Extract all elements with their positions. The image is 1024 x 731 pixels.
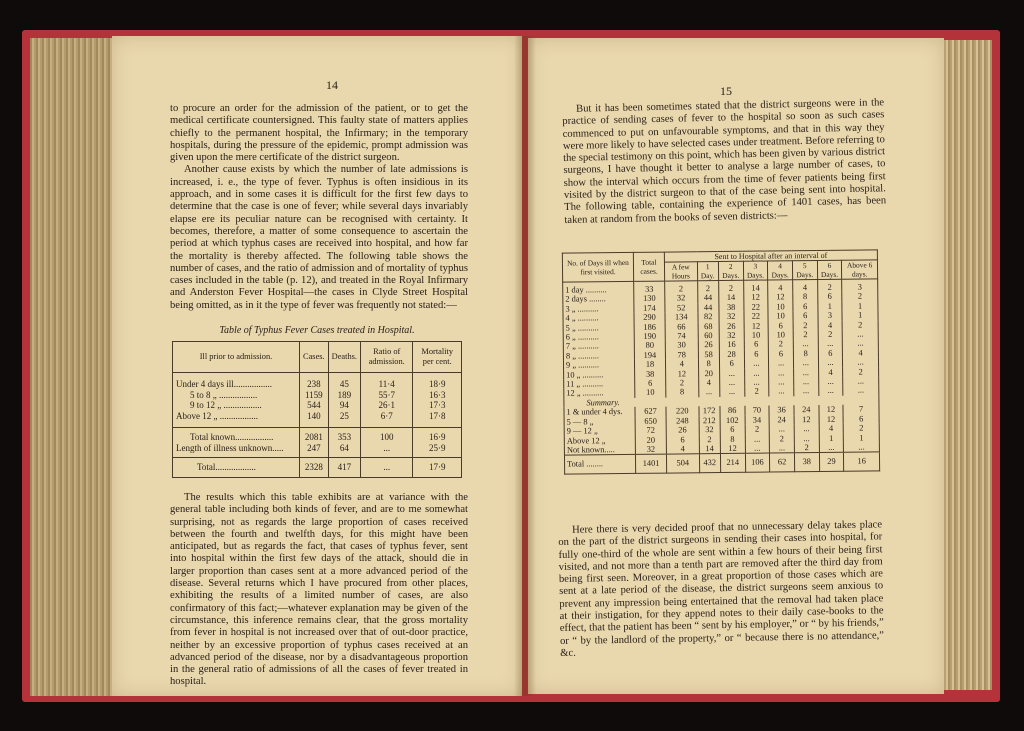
row-value: 66: [665, 322, 698, 332]
row-value: 12: [743, 293, 768, 303]
row-value: 22: [743, 302, 768, 312]
row-value: 30: [665, 341, 698, 351]
row-total: 174: [634, 303, 665, 313]
row-label: 11 „ ..........: [564, 379, 635, 389]
left-body-bottom: [170, 492, 468, 689]
row-value: 10: [768, 302, 793, 312]
row-value: 32: [665, 294, 698, 304]
row-value: 2: [769, 434, 794, 444]
row-value: ...: [769, 358, 794, 368]
col-header-interval: 5 Days.: [792, 260, 817, 279]
table-row-total: [173, 458, 462, 478]
row-value: 1: [842, 311, 878, 321]
summary-title: Summary.: [564, 395, 879, 408]
row-value: 14: [743, 280, 768, 293]
row-value: 26: [698, 340, 719, 350]
row-total: 6: [635, 379, 666, 389]
row-value: 4: [665, 359, 698, 369]
row-label: 5 „ ..........: [563, 323, 634, 333]
row-value: 6: [817, 292, 842, 302]
row-value: 2: [665, 281, 698, 294]
row-label: 10 „ ..........: [564, 370, 635, 380]
row-value: ...: [770, 443, 795, 453]
row-total: 80: [634, 341, 665, 351]
row-value: 1: [842, 301, 878, 311]
row-value: 6: [744, 349, 769, 359]
row-total: 10: [635, 388, 666, 398]
row-value: 7: [843, 405, 879, 415]
col-header-interval: 4 Days.: [768, 261, 793, 280]
row-value: 3: [842, 279, 878, 292]
row-value: 44: [697, 293, 718, 303]
row-value: 16: [844, 452, 880, 471]
row-label: 4 „ ..........: [563, 313, 634, 323]
row-value: 12: [794, 415, 819, 425]
row-value: 12: [768, 293, 793, 303]
row-value: 26: [719, 321, 744, 331]
row-value: 24: [769, 415, 794, 425]
row-label: 5 — 8 „: [564, 417, 635, 427]
row-value: 4: [819, 424, 844, 434]
row-total: 72: [635, 426, 666, 436]
row-value: 32: [699, 425, 720, 435]
row-value: 3: [818, 311, 843, 321]
row-value: 24: [794, 405, 819, 415]
row-value: 2: [768, 340, 793, 350]
row-value: 12: [744, 321, 769, 331]
row-value: 6: [843, 414, 879, 424]
row-value: 2: [817, 279, 842, 292]
row-total: 32: [635, 444, 666, 454]
row-value: 4: [843, 348, 879, 358]
col-header-ratio: Ratio of admission.: [361, 342, 413, 373]
row-value: 4: [666, 444, 699, 454]
right-paragraph-1: But it has been sometimes stated that the district surgeons were in the practice of sending cases of fever to the hospital so soon as such cases commenced to put on unfavourable symptoms, and that in this way they were more likely to have selected cases under treatment. Before referring to the special testimony on this point, which has been given by various district surgeons, I have thought it better to analyse a large number of cases, to show the interval which occurs from the time of fever patients being first visited by the district surgeon to that of the case being sent into hospital. The following table, containing the experience of 1401 cases, has been taken at random from the books of seven districts:—: [562, 97, 887, 226]
row-total: 130: [634, 294, 665, 304]
ratio-group2: 100 ...: [361, 428, 413, 458]
row-value: 10: [744, 331, 769, 341]
left-paragraph-3: The results which this table exhibits are at variance with the general table including both kinds of fever, and are to me somewhat surprising, not as regards the large proportion of cases received between the fourth and twelfth days, for this might have been anticipated, but as regards the fact, that cases of typhus fever, sent into hospital within the first few days of the attack, should die in larger proportion than cases sent at a more advanced period of the disease. Several returns which I have procured from other places, exhibiting the results of a limited number of cases, are also confirmatory of this fact;—whatever explanation may be given of the circumstance, this inference remains clear, that the gross mortality from fever in hospital is not increased over that of out-door practice, neither by an excessive proportion of typhus cases received at an advanced period of the disease, nor by a disadvantageous proportion in the general ratio of admissions of all the cases of fever treated in hospital.: [170, 492, 468, 688]
row-value: ...: [793, 358, 818, 368]
row-value: ...: [843, 339, 879, 349]
row-value: 214: [720, 454, 745, 473]
row-value: 10: [768, 311, 793, 321]
row-value: 74: [665, 331, 698, 341]
row-value: ...: [818, 386, 843, 396]
row-label: Not known.....: [564, 445, 635, 456]
row-value: ...: [720, 387, 745, 397]
right-body-top: [562, 97, 887, 227]
row-value: 34: [745, 415, 770, 425]
row-value: 504: [666, 454, 699, 473]
row-label: 3 „ ..........: [563, 304, 634, 314]
row-value: ...: [769, 424, 794, 434]
row-value: 8: [720, 434, 745, 444]
row-value: ...: [794, 433, 819, 443]
col-header-total-cases: Total cases.: [633, 252, 664, 281]
row-value: 68: [698, 322, 719, 332]
row-value: 6: [666, 435, 699, 445]
row-value: 2: [793, 330, 818, 340]
row-value: 58: [698, 350, 719, 360]
row-value: 6: [769, 349, 794, 359]
row-value: ...: [794, 424, 819, 434]
table-row: [173, 373, 462, 428]
row-value: 12: [666, 369, 699, 379]
row-value: 8: [698, 359, 719, 369]
row-value: 8: [793, 349, 818, 359]
row-value: ...: [769, 387, 794, 397]
row-value: 2: [794, 443, 819, 453]
row-value: ...: [842, 329, 878, 339]
row-label: 1 day ..........: [563, 281, 634, 295]
row-label: 1 & under 4 dys.: [564, 407, 635, 417]
row-total: 290: [634, 313, 665, 323]
col-header-mortality: Mortality per cent.: [413, 342, 462, 373]
col-header-interval: A few Hours: [664, 262, 697, 281]
total-label: Total..................: [173, 458, 300, 478]
col-header-cases: Cases.: [300, 342, 329, 373]
left-page-number: 14: [326, 78, 338, 92]
table-row: [564, 452, 879, 474]
row-value: 32: [719, 331, 744, 341]
row-value: 4: [818, 367, 843, 377]
row-value: 6: [793, 311, 818, 321]
row-value: 2: [842, 320, 878, 330]
row-label: 9 — 12 „: [564, 426, 635, 436]
row-value: 2: [666, 378, 699, 388]
row-total: 186: [634, 322, 665, 332]
row-value: ...: [843, 376, 879, 386]
row-value: 14: [719, 293, 744, 303]
row-value: 22: [743, 312, 768, 322]
row-value: ...: [844, 442, 880, 452]
book-gutter: [514, 36, 536, 696]
row-label: 12 „ ..........: [564, 388, 635, 398]
row-total: 1401: [635, 454, 666, 473]
row-total: 627: [635, 407, 666, 417]
page-edges-left: [30, 38, 118, 696]
left-table-caption: Table of Typhus Fever Cases treated in Hospital.: [219, 325, 415, 336]
row-value: 2: [818, 330, 843, 340]
row-value: 248: [666, 416, 699, 426]
row-value: 4: [793, 279, 818, 292]
left-body-top: [170, 103, 468, 312]
ratio-group1: 11·4 55·7 26·1 6·7: [361, 373, 413, 428]
row-value: 106: [745, 453, 770, 472]
left-paragraph-2: Another cause exists by which the number of late admissions is increased, i. e., the type of fever. Typhus is often insidious in its approach, and in some cases it is difficult for the first few days to determine that the case is one of fever; while several days invariably elapse ere its peculiar nature can be recognised with certainty. It becomes, therefore, a matter of some consequence to ascertain the period at which typhus cases are received into hospital, and how far the mortality is thereby affected. The following table shows the number of cases, and the ratio of admission and of mortality of typhus cases included in the table (p. 12), and treated in the Royal Infirmary and Anderston Fever Hospital—the cases in Clyde Street Hospital being omitted, as in it the type of fever was frequently not stated:—: [170, 164, 468, 311]
row-value: 14: [699, 444, 720, 454]
row-value: 38: [719, 303, 744, 313]
row-value: ...: [818, 377, 843, 387]
col-header-interval: 1 Day.: [697, 262, 719, 281]
row-value: 134: [665, 312, 698, 322]
deaths-group1: 45 189 94 25: [328, 373, 360, 428]
mortality-group2: 16·9 25·9: [413, 428, 462, 458]
row-label: 8 „ ..........: [563, 351, 634, 361]
col-header-days-ill: No. of Days ill when first visited.: [562, 252, 633, 282]
row-value: ...: [843, 358, 879, 368]
row-value: ...: [793, 368, 818, 378]
row-value: ...: [744, 359, 769, 369]
total-ratio: ...: [361, 458, 413, 478]
row-value: 32: [719, 312, 744, 322]
row-value: 38: [794, 453, 819, 472]
row-total: 33: [634, 281, 665, 294]
row-total: 194: [634, 350, 665, 360]
col-header-interval: 3 Days.: [743, 261, 768, 280]
row-value: 12: [819, 405, 844, 415]
typhus-table: [172, 341, 462, 478]
interval-table: [562, 249, 880, 474]
total-cases: 2328: [300, 458, 329, 478]
page-edges-right: [938, 40, 992, 690]
row-value: ...: [744, 368, 769, 378]
row-value: 2: [699, 435, 720, 445]
row-value: 62: [770, 453, 795, 472]
row-value: 4: [768, 280, 793, 293]
col-header-deaths: Deaths.: [328, 342, 360, 373]
row-value: ...: [794, 386, 819, 396]
row-value: 82: [697, 312, 718, 322]
right-page-number: 15: [720, 84, 732, 98]
row-value: 2: [843, 423, 879, 433]
row-value: 29: [819, 453, 844, 472]
row-value: ...: [794, 377, 819, 387]
row-value: ...: [719, 368, 744, 378]
row-value: 6: [744, 340, 769, 350]
row-value: 12: [720, 444, 745, 454]
col-header-interval-group: Sent to Hospital after an interval of: [664, 250, 877, 262]
row-value: 6: [719, 359, 744, 369]
row-value: 2: [842, 292, 878, 302]
row-value: ...: [818, 358, 843, 368]
total-deaths: 417: [328, 458, 360, 478]
row-total: 20: [635, 435, 666, 445]
right-paragraph-2: Here there is very decided proof that no unnecessary delay takes place on the part of the district surgeons in sending their cases into hospital, for fully one-third of the whole are sent within a few hours of their being first visited, and not more than a tenth part are removed after the third day from being first seen. Moreover, in a great proportion of those cases which are sent at a late period of the disease, the district surgeons seem anxious to prevent any impression being entertained that the removal had taken place at their instigation, for they append notes to their daily case-books to the effect, that the patient has been “ sent by his employer,” or “ by his friends,” or “ by the landlord of the property,” or “ because there is no attendance,” &c.: [558, 519, 885, 659]
row-value: 70: [744, 406, 769, 416]
row-value: ...: [719, 378, 744, 388]
row-total: 650: [635, 416, 666, 426]
row-value: 6: [818, 349, 843, 359]
row-value: 28: [719, 350, 744, 360]
deaths-group2: 353 64: [328, 428, 360, 458]
row-value: 52: [665, 303, 698, 313]
row-value: 36: [769, 406, 794, 416]
row-value: 44: [697, 303, 718, 313]
mortality-group1: 18·9 16·3 17·3 17·8: [413, 373, 462, 428]
total-mortality: 17·9: [413, 458, 462, 478]
row-total: 18: [634, 360, 665, 370]
row-label: Total ........: [564, 455, 635, 474]
row-total: 190: [634, 332, 665, 342]
row-value: ...: [698, 387, 719, 397]
row-value: 2: [793, 321, 818, 331]
row-value: 86: [720, 406, 745, 416]
row-value: ...: [843, 386, 879, 396]
row-value: 2: [745, 425, 770, 435]
row-value: 16: [719, 340, 744, 350]
row-value: 432: [699, 454, 721, 473]
row-label: 7 „ ..........: [563, 341, 634, 351]
col-header-ill-prior: Ill prior to admission.: [173, 342, 300, 373]
left-paragraph-1: to procure an order for the admission of the patient, or to get the medical certificate countersigned. This faulty state of matters applies chiefly to the permanent hospital, the Infirmary; in the temporary hospitals, during the pressure of the epidemic, prompt admission was given upon the mere certificate of the district surgeon.: [170, 103, 468, 164]
row-value: 212: [699, 416, 720, 426]
row-value: 20: [698, 369, 719, 379]
row-value: 4: [698, 378, 719, 388]
row-value: ...: [819, 443, 844, 453]
row-value: 10: [768, 330, 793, 340]
row-value: 1: [819, 433, 844, 443]
row-value: 8: [666, 388, 699, 398]
row-value: ...: [745, 434, 770, 444]
col-header-interval: 2 Days.: [718, 261, 743, 280]
row-value: 2: [718, 280, 743, 293]
row-value: 6: [720, 425, 745, 435]
row-value: 78: [665, 350, 698, 360]
row-value: ...: [793, 339, 818, 349]
row-labels-group1: Under 4 days ill................. 5 to 8 „ ................. 9 to 12 „ ................. Above 12 „ .................: [173, 373, 300, 428]
row-value: ...: [769, 377, 794, 387]
row-value: 8: [793, 292, 818, 302]
col-header-interval: 6 Days.: [817, 260, 842, 279]
row-value: 2: [697, 281, 718, 294]
row-value: 220: [666, 407, 699, 417]
row-value: 6: [793, 302, 818, 312]
row-label: 6 „ ..........: [563, 332, 634, 342]
row-label: 2 days ........: [563, 294, 634, 304]
row-value: ...: [818, 339, 843, 349]
row-total: 38: [635, 369, 666, 379]
row-value: 2: [843, 367, 879, 377]
cases-group2: 2081 247: [300, 428, 329, 458]
row-value: 12: [819, 414, 844, 424]
row-value: 2: [744, 387, 769, 397]
row-value: ...: [769, 368, 794, 378]
row-value: 60: [698, 331, 719, 341]
cases-group1: 238 1159 544 140: [300, 373, 329, 428]
row-value: 1: [844, 433, 880, 443]
row-value: 26: [666, 425, 699, 435]
row-value: 102: [720, 415, 745, 425]
table-row: [173, 428, 462, 458]
row-value: 172: [698, 406, 719, 416]
row-label: Above 12 „: [564, 435, 635, 445]
row-label: 9 „ ..........: [563, 360, 634, 370]
row-value: ...: [744, 378, 769, 388]
row-value: 6: [768, 321, 793, 331]
row-value: 4: [818, 320, 843, 330]
right-body-bottom: [558, 519, 884, 660]
row-value: 1: [817, 302, 842, 312]
col-header-interval: Above 6 days.: [842, 260, 878, 279]
row-value: ...: [745, 443, 770, 453]
row-labels-group2: Total known................. Length of illness unknown.....: [173, 428, 300, 458]
